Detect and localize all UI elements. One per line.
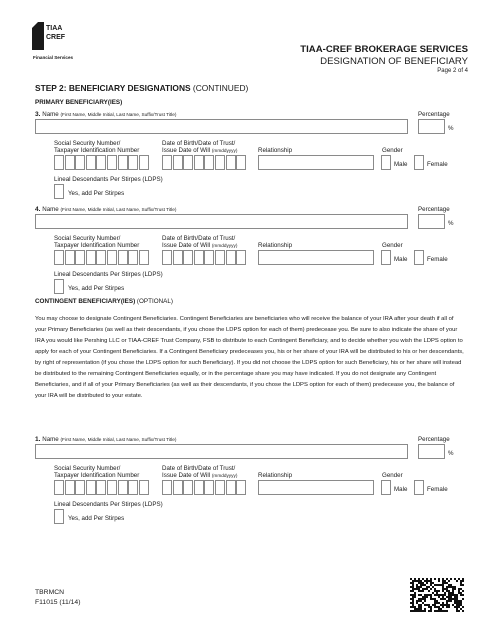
- digit-box[interactable]: [54, 250, 64, 265]
- dob-hint: (mmddyyyy): [211, 473, 238, 478]
- digit-box[interactable]: [107, 250, 117, 265]
- digit-box[interactable]: [226, 480, 236, 495]
- ldps-option-label: Yes, add Per Stirpes: [68, 285, 125, 292]
- digit-box[interactable]: [86, 250, 96, 265]
- digit-box[interactable]: [128, 480, 138, 495]
- step-title-suffix: (CONTINUED): [192, 83, 249, 93]
- digit-box[interactable]: [194, 155, 204, 170]
- percentage-label: Percentage: [418, 436, 450, 443]
- relationship-input[interactable]: [258, 250, 374, 265]
- digit-box[interactable]: [128, 250, 138, 265]
- digit-box[interactable]: [204, 480, 214, 495]
- digit-box[interactable]: [162, 155, 172, 170]
- digit-box[interactable]: [65, 480, 75, 495]
- digit-box[interactable]: [162, 480, 172, 495]
- step-title: [35, 83, 248, 93]
- digit-box[interactable]: [226, 250, 236, 265]
- digit-box[interactable]: [204, 250, 214, 265]
- name-hint: (First Name, Middle Initial, Last Name, Suffix/Trust Title): [60, 112, 177, 117]
- contingent-optional: (OPTIONAL): [136, 298, 173, 305]
- name-label-text: Name: [42, 206, 59, 213]
- digit-box[interactable]: [75, 480, 85, 495]
- female-checkbox[interactable]: [414, 155, 424, 170]
- ldps-label: Lineal Descendants Per Stirpes (LDPS): [54, 501, 163, 508]
- ldps-option-label: Yes, add Per Stirpes: [68, 515, 125, 522]
- name-label-text: Name: [42, 111, 59, 118]
- dob-hint: (mmddyyyy): [211, 243, 238, 248]
- digit-box[interactable]: [183, 155, 193, 170]
- digit-box[interactable]: [183, 250, 193, 265]
- relationship-label: Relationship: [258, 242, 293, 249]
- name-hint: (First Name, Middle Initial, Last Name, Suffix/Trust Title): [60, 207, 177, 212]
- logo-line2: CREF: [46, 34, 66, 41]
- digit-box[interactable]: [107, 480, 117, 495]
- ssn-label-2: Taxpayer Identification Number: [54, 147, 140, 154]
- gender-label: Gender: [382, 242, 403, 249]
- relationship-input[interactable]: [258, 480, 374, 495]
- digit-box[interactable]: [194, 480, 204, 495]
- ssn-input: [54, 250, 149, 265]
- percentage-input[interactable]: [418, 214, 445, 229]
- digit-box[interactable]: [204, 155, 214, 170]
- digit-box[interactable]: [118, 480, 128, 495]
- form-code: TBRMCN: [35, 589, 65, 596]
- digit-box[interactable]: [139, 480, 149, 495]
- female-label: Female: [427, 256, 448, 263]
- digit-box[interactable]: [173, 480, 183, 495]
- percentage-label: Percentage: [418, 111, 450, 118]
- digit-box[interactable]: [107, 155, 117, 170]
- percent-sign: %: [448, 125, 454, 132]
- form-number: F11015 (11/14): [35, 599, 81, 606]
- ssn-label-1: Social Security Number/: [54, 465, 121, 472]
- name-label-text: Name: [42, 436, 59, 443]
- dob-label-1: Date of Birth/Date of Trust/: [162, 140, 236, 147]
- male-label: Male: [394, 256, 408, 263]
- male-checkbox[interactable]: [381, 155, 391, 170]
- ssn-label-2: Taxpayer Identification Number: [54, 242, 140, 249]
- male-label: Male: [394, 161, 408, 168]
- ldps-label: Lineal Descendants Per Stirpes (LDPS): [54, 176, 163, 183]
- digit-box[interactable]: [96, 480, 106, 495]
- ssn-label-2: Taxpayer Identification Number: [54, 472, 140, 479]
- male-checkbox[interactable]: [381, 480, 391, 495]
- digit-box[interactable]: [96, 250, 106, 265]
- logo-tagline: Financial Services: [33, 55, 74, 60]
- male-label: Male: [394, 486, 408, 493]
- digit-box[interactable]: [65, 155, 75, 170]
- digit-box[interactable]: [215, 480, 225, 495]
- ldps-checkbox[interactable]: [54, 279, 64, 294]
- logo-line1: TIAA: [46, 25, 63, 32]
- page-number: Page 2 of 4: [437, 68, 468, 74]
- female-label: Female: [427, 486, 448, 493]
- name-label: [35, 111, 176, 119]
- female-checkbox[interactable]: [414, 480, 424, 495]
- percent-sign: %: [448, 450, 454, 457]
- beneficiary-number: 3.: [35, 111, 41, 118]
- ssn-label-1: Social Security Number/: [54, 235, 121, 242]
- digit-box[interactable]: [139, 250, 149, 265]
- digit-box[interactable]: [236, 480, 246, 495]
- dob-input: [162, 480, 247, 495]
- dob-label-1: Date of Birth/Date of Trust/: [162, 465, 236, 472]
- digit-box[interactable]: [139, 155, 149, 170]
- female-checkbox[interactable]: [414, 250, 424, 265]
- digit-box[interactable]: [236, 250, 246, 265]
- header-title: DESIGNATION OF BENEFICIARY: [320, 56, 468, 67]
- name-input[interactable]: [35, 444, 408, 459]
- percentage-input[interactable]: [418, 119, 445, 134]
- male-checkbox[interactable]: [381, 250, 391, 265]
- digit-box[interactable]: [54, 155, 64, 170]
- digit-box[interactable]: [54, 480, 64, 495]
- digit-box[interactable]: [215, 155, 225, 170]
- barcode-icon: [409, 578, 464, 612]
- contingent-explanation: You may choose to designate Contingent Beneficiaries. Contingent Beneficiaries are beneficiaries who will receive the balance of your IRA after your death if all of your Primary Beneficiaries (as well as their descendants, if you chose the LDPS option for each of them) predecease you. Be sure to also indicate the share of your IRA you would like Pershing LLC or TIAA-CREF Trust Company, FSB to distribute to each Contingent Beneficiary, and to decide whether you wish the LDPS option to apply for each of your Contingent Beneficiaries. If a Contingent Beneficiary predeceases you, his or her share of your IRA will be distributed to his or her descendants, by right of representation (if you chose the LDPS option for such Beneficiary). If you did not choose the LDPS option for such Beneficiary, his or her share will instead be distributed to the remaining Contingent Beneficiaries equally, or in the percentage share you may have indicated. If you do not designate any Contingent Beneficiaries, and if all of your Primary Beneficiaries (as well as their descendants, if you chose the LDPS option for each of them) predecease you, the balance of your IRA will be distributed to your estate.: [35, 316, 464, 400]
- digit-box[interactable]: [173, 250, 183, 265]
- gender-label: Gender: [382, 147, 403, 154]
- digit-box[interactable]: [215, 250, 225, 265]
- tiaa-cref-logo: [32, 22, 72, 50]
- relationship-label: Relationship: [258, 147, 293, 154]
- relationship-label: Relationship: [258, 472, 293, 479]
- beneficiary-number: 1.: [35, 436, 41, 443]
- name-label: [35, 436, 176, 444]
- name-label: [35, 206, 176, 214]
- digit-box[interactable]: [236, 155, 246, 170]
- digit-box[interactable]: [128, 155, 138, 170]
- name-input[interactable]: [35, 119, 408, 134]
- ldps-checkbox[interactable]: [54, 509, 64, 524]
- digit-box[interactable]: [118, 155, 128, 170]
- digit-box[interactable]: [162, 250, 172, 265]
- percentage-input[interactable]: [418, 444, 445, 459]
- dob-label-2: [162, 472, 237, 480]
- dob-label-text: Issue Date of Will: [162, 242, 211, 249]
- beneficiary-number: 4.: [35, 206, 41, 213]
- dob-label-text: Issue Date of Will: [162, 147, 211, 154]
- female-label: Female: [427, 161, 448, 168]
- percentage-label: Percentage: [418, 206, 450, 213]
- relationship-input[interactable]: [258, 155, 374, 170]
- ldps-option-label: Yes, add Per Stirpes: [68, 190, 125, 197]
- digit-box[interactable]: [86, 480, 96, 495]
- digit-box[interactable]: [75, 250, 85, 265]
- digit-box[interactable]: [118, 250, 128, 265]
- digit-box[interactable]: [96, 155, 106, 170]
- dob-hint: (mmddyyyy): [211, 148, 238, 153]
- dob-label-1: Date of Birth/Date of Trust/: [162, 235, 236, 242]
- primary-heading: PRIMARY BENEFICIARY(IES): [35, 99, 123, 106]
- digit-box[interactable]: [183, 480, 193, 495]
- dob-label-2: [162, 242, 237, 250]
- ssn-label-1: Social Security Number/: [54, 140, 121, 147]
- digit-box[interactable]: [75, 155, 85, 170]
- ldps-checkbox[interactable]: [54, 184, 64, 199]
- header-org: TIAA-CREF BROKERAGE SERVICES: [300, 44, 468, 55]
- digit-box[interactable]: [173, 155, 183, 170]
- digit-box[interactable]: [65, 250, 75, 265]
- percent-sign: %: [448, 220, 454, 227]
- digit-box[interactable]: [226, 155, 236, 170]
- gender-label: Gender: [382, 472, 403, 479]
- dob-label-text: Issue Date of Will: [162, 472, 211, 479]
- ssn-input: [54, 155, 149, 170]
- ldps-label: Lineal Descendants Per Stirpes (LDPS): [54, 271, 163, 278]
- dob-label-2: [162, 147, 237, 155]
- dob-input: [162, 250, 247, 265]
- name-hint: (First Name, Middle Initial, Last Name, Suffix/Trust Title): [60, 437, 177, 442]
- step-title-text: STEP 2: BENEFICIARY DESIGNATIONS: [35, 83, 191, 93]
- digit-box[interactable]: [194, 250, 204, 265]
- ssn-input: [54, 480, 149, 495]
- dob-input: [162, 155, 247, 170]
- contingent-heading: [35, 298, 173, 305]
- digit-box[interactable]: [86, 155, 96, 170]
- contingent-heading-text: CONTINGENT BENEFICIARY(IES): [35, 298, 136, 305]
- name-input[interactable]: [35, 214, 408, 229]
